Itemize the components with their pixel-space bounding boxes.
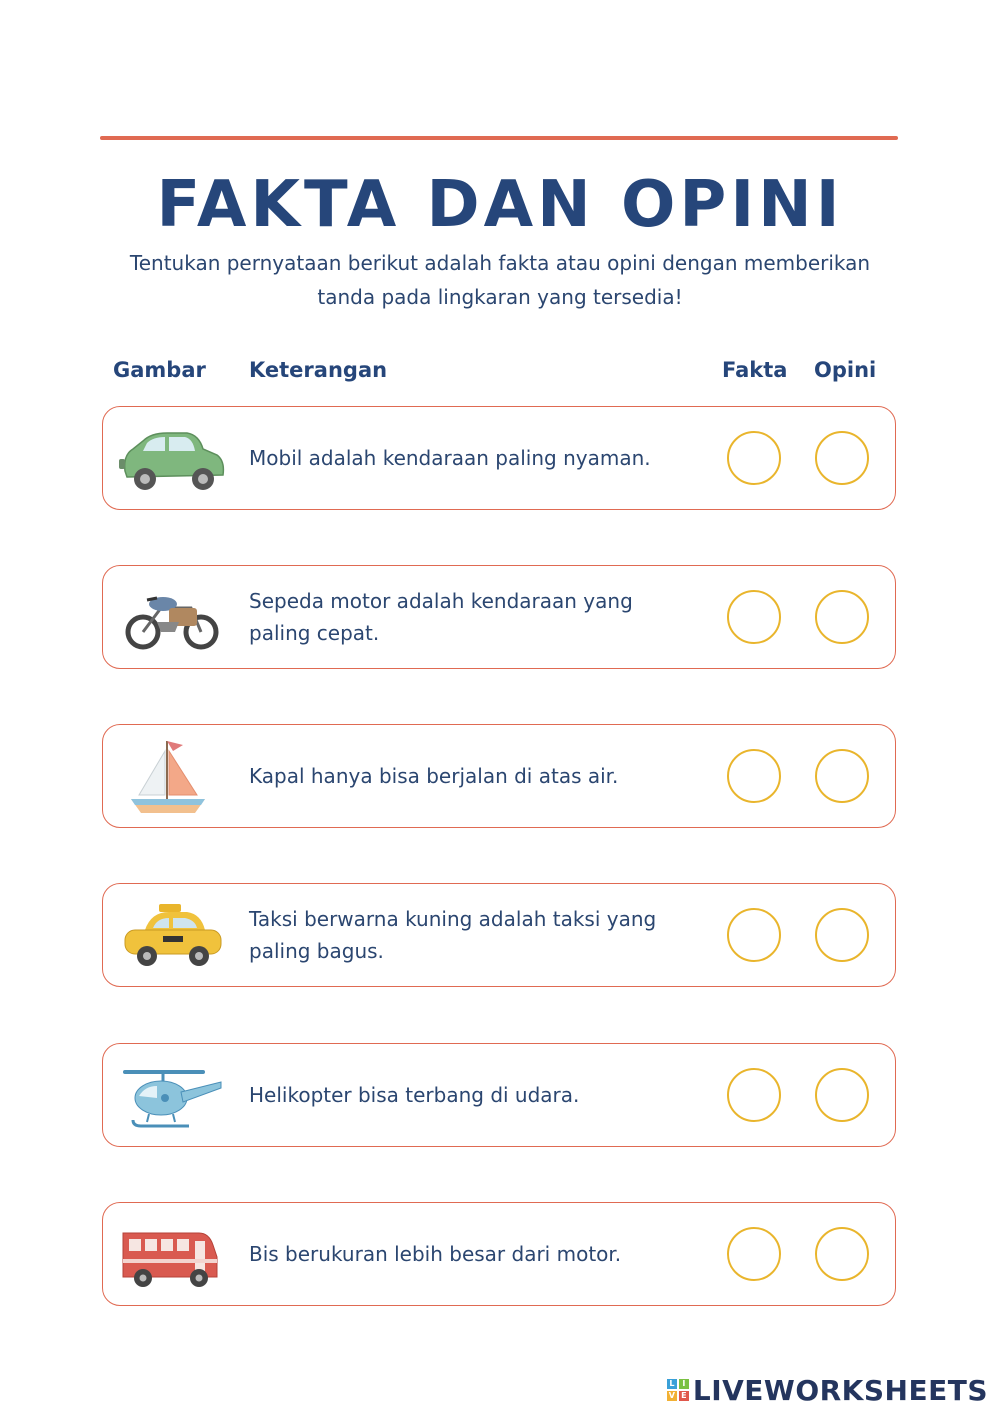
fakta-radio[interactable]	[727, 1068, 781, 1122]
taxi-icon	[117, 896, 227, 976]
instruction-text: Tentukan pernyataan berikut adalah fakta atau opini dengan memberikan tanda pada lingkaran yang tersedia!	[129, 251, 871, 309]
statement-row-5	[102, 1043, 896, 1147]
brand-text: LIVEWORKSHEETS	[692, 1373, 988, 1407]
opini-radio[interactable]	[815, 908, 869, 962]
fakta-radio[interactable]	[727, 590, 781, 644]
opini-radio[interactable]	[815, 431, 869, 485]
statement-row-3	[102, 724, 896, 828]
statement-row-2	[102, 565, 896, 669]
liveworksheets-logo-icon: L I V E	[667, 1379, 689, 1401]
column-header-gambar: Gambar	[113, 358, 206, 382]
opini-radio[interactable]	[815, 749, 869, 803]
opini-radio[interactable]	[815, 1068, 869, 1122]
sailboat-icon	[117, 737, 227, 817]
column-header-opini: Opini	[814, 358, 877, 382]
top-divider	[100, 136, 898, 140]
statement-text: Helikopter bisa terbang di udara.	[249, 1083, 580, 1107]
opini-radio[interactable]	[815, 590, 869, 644]
page-title: FAKTA DAN OPINI	[156, 168, 844, 242]
opini-radio[interactable]	[815, 1227, 869, 1281]
car-icon	[117, 419, 227, 499]
fakta-radio[interactable]	[727, 749, 781, 803]
statement-text: Sepeda motor adalah kendaraan yang paling cepat.	[249, 589, 633, 645]
fakta-radio[interactable]	[727, 431, 781, 485]
bus-icon	[117, 1215, 227, 1295]
statement-text: Kapal hanya bisa berjalan di atas air.	[249, 764, 619, 788]
statement-text: Taksi berwarna kuning adalah taksi yang paling bagus.	[249, 907, 657, 963]
statement-row-4	[102, 883, 896, 987]
helicopter-icon	[117, 1056, 227, 1136]
statement-text: Bis berukuran lebih besar dari motor.	[249, 1242, 622, 1266]
statement-row-1	[102, 406, 896, 510]
liveworksheets-brand	[667, 1374, 988, 1406]
column-header-fakta: Fakta	[722, 358, 788, 382]
motorcycle-icon	[117, 578, 227, 658]
statement-row-6	[102, 1202, 896, 1306]
fakta-radio[interactable]	[727, 1227, 781, 1281]
statement-text: Mobil adalah kendaraan paling nyaman.	[249, 446, 651, 470]
fakta-radio[interactable]	[727, 908, 781, 962]
column-header-keterangan: Keterangan	[249, 358, 388, 382]
